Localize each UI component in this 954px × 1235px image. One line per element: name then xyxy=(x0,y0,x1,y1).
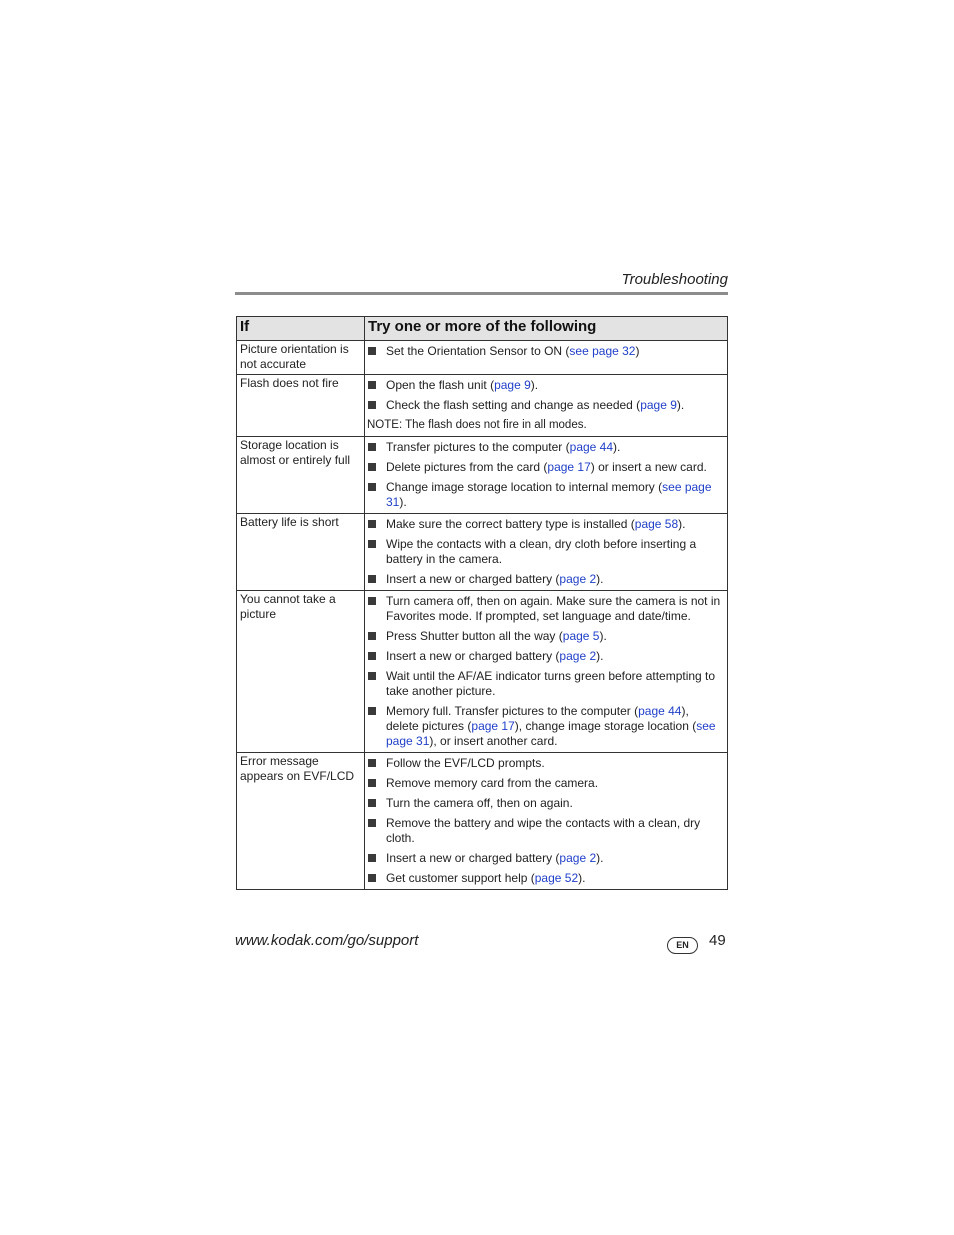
page-reference-link[interactable]: page 2 xyxy=(559,649,597,663)
action-item xyxy=(367,629,724,644)
action-item xyxy=(367,344,724,359)
square-bullet-icon xyxy=(368,381,376,389)
action-text: Follow the EVF/LCD prompts. xyxy=(386,756,545,770)
action-text: Change image storage location to internal memory ( xyxy=(386,480,663,494)
action-item xyxy=(367,704,724,749)
action-item xyxy=(367,378,724,393)
action-text: Turn the camera off, then on again. xyxy=(386,796,573,810)
action-text: ), change image storage location ( xyxy=(514,719,697,733)
action-text: ). xyxy=(399,495,407,509)
condition-cell: Flash does not fire xyxy=(237,375,365,437)
action-list xyxy=(367,344,724,359)
actions-cell xyxy=(365,514,728,591)
action-list xyxy=(367,756,724,886)
action-text: Insert a new or charged battery ( xyxy=(386,851,560,865)
page-reference-link[interactable]: see page 31 xyxy=(386,480,712,509)
action-list xyxy=(367,378,724,413)
action-text: ) xyxy=(635,344,640,358)
action-item xyxy=(367,480,724,510)
action-text: Transfer pictures to the computer ( xyxy=(386,440,570,454)
square-bullet-icon xyxy=(368,672,376,680)
square-bullet-icon xyxy=(368,854,376,862)
action-text: Make sure the correct battery type is installed ( xyxy=(386,517,635,531)
action-list xyxy=(367,594,724,749)
action-text: ), or insert another card. xyxy=(429,734,558,748)
action-text: Set the Orientation Sensor to ON ( xyxy=(386,344,570,358)
action-text: Remove the battery and wipe the contacts with a clean, dry cloth. xyxy=(386,816,701,845)
action-text: ). xyxy=(596,649,604,663)
action-item xyxy=(367,776,724,791)
square-bullet-icon xyxy=(368,652,376,660)
square-bullet-icon xyxy=(368,540,376,548)
page-number: 49 xyxy=(709,932,726,949)
page-reference-link[interactable]: page 9 xyxy=(494,378,531,392)
page-reference-link[interactable]: page 44 xyxy=(638,704,682,718)
action-item xyxy=(367,669,724,699)
condition-cell: You cannot take a picture xyxy=(237,591,365,753)
section-title: Troubleshooting xyxy=(621,271,728,288)
actions-cell xyxy=(365,753,728,890)
actions-cell xyxy=(365,591,728,753)
action-item xyxy=(367,572,724,587)
action-text: Press Shutter button all the way ( xyxy=(386,629,563,643)
table-row xyxy=(237,375,728,437)
condition-cell: Error message appears on EVF/LCD xyxy=(237,753,365,890)
column-header-try: Try one or more of the following xyxy=(365,317,728,341)
square-bullet-icon xyxy=(368,759,376,767)
actions-cell xyxy=(365,375,728,437)
action-text: Remove memory card from the camera. xyxy=(386,776,599,790)
condition-cell: Battery life is short xyxy=(237,514,365,591)
action-item xyxy=(367,816,724,846)
action-item xyxy=(367,796,724,811)
page-reference-link[interactable]: page 44 xyxy=(569,440,614,454)
page-reference-link[interactable]: see page 31 xyxy=(386,719,716,748)
action-item xyxy=(367,871,724,886)
square-bullet-icon xyxy=(368,443,376,451)
action-list xyxy=(367,440,724,510)
action-item xyxy=(367,398,724,413)
action-list xyxy=(367,517,724,587)
square-bullet-icon xyxy=(368,707,376,715)
page-reference-link[interactable]: page 2 xyxy=(559,572,597,586)
square-bullet-icon xyxy=(368,779,376,787)
support-url: www.kodak.com/go/support xyxy=(235,932,419,949)
action-text: ). xyxy=(596,572,604,586)
action-text: Wipe the contacts with a clean, dry cloth before inserting a battery in the camera. xyxy=(386,537,697,566)
action-item xyxy=(367,460,724,475)
action-item xyxy=(367,537,724,567)
square-bullet-icon xyxy=(368,520,376,528)
header-rule xyxy=(235,292,728,295)
table-header-row xyxy=(237,317,728,341)
action-text: ) or insert a new card. xyxy=(590,460,707,474)
action-item xyxy=(367,649,724,664)
action-text: ), delete pictures ( xyxy=(386,704,689,733)
action-text: Memory full. Transfer pictures to the computer ( xyxy=(386,704,639,718)
action-item xyxy=(367,594,724,624)
table-row xyxy=(237,514,728,591)
condition-cell: Picture orientation is not accurate xyxy=(237,341,365,375)
square-bullet-icon xyxy=(368,874,376,882)
square-bullet-icon xyxy=(368,463,376,471)
action-text: Open the flash unit ( xyxy=(386,378,495,392)
table-row xyxy=(237,753,728,890)
page-reference-link[interactable]: page 2 xyxy=(559,851,597,865)
action-text: ). xyxy=(578,871,586,885)
action-text: ). xyxy=(596,851,604,865)
action-text: Delete pictures from the card ( xyxy=(386,460,548,474)
square-bullet-icon xyxy=(368,597,376,605)
action-text: ). xyxy=(599,629,607,643)
action-text: Wait until the AF/AE indicator turns green before attempting to take another picture. xyxy=(386,669,716,698)
action-item xyxy=(367,756,724,771)
action-text: ). xyxy=(530,378,539,392)
condition-cell: Storage location is almost or entirely full xyxy=(237,437,365,514)
action-item xyxy=(367,440,724,455)
square-bullet-icon xyxy=(368,799,376,807)
actions-cell xyxy=(365,341,728,375)
square-bullet-icon xyxy=(368,575,376,583)
page-reference-link[interactable]: page 58 xyxy=(634,517,679,531)
language-badge: EN xyxy=(667,937,698,954)
page-reference-link[interactable]: page 17 xyxy=(547,460,591,474)
action-item xyxy=(367,517,724,532)
action-text: Insert a new or charged battery ( xyxy=(386,649,560,663)
page-reference-link[interactable]: page 9 xyxy=(640,398,677,412)
action-text: Insert a new or charged battery ( xyxy=(386,572,560,586)
square-bullet-icon xyxy=(368,632,376,640)
actions-cell xyxy=(365,437,728,514)
note-text: NOTE: The flash does not fire in all modes. xyxy=(367,419,587,431)
square-bullet-icon xyxy=(368,347,376,355)
table-row xyxy=(237,591,728,753)
action-text: ). xyxy=(676,398,685,412)
page-reference-link[interactable]: see page 32 xyxy=(569,344,636,358)
page-reference-link[interactable]: page 5 xyxy=(562,629,600,643)
troubleshooting-table xyxy=(236,316,728,890)
action-text: Check the flash setting and change as needed ( xyxy=(386,398,641,412)
column-header-if: If xyxy=(237,317,365,341)
table-row xyxy=(237,341,728,375)
square-bullet-icon xyxy=(368,401,376,409)
table-row xyxy=(237,437,728,514)
page-reference-link[interactable]: page 17 xyxy=(471,719,515,733)
action-text: Get customer support help ( xyxy=(386,871,535,885)
page-reference-link[interactable]: page 52 xyxy=(534,871,579,885)
square-bullet-icon xyxy=(368,483,376,491)
action-text: ). xyxy=(613,440,621,454)
action-text: Turn camera off, then on again. Make sure the camera is not in Favorites mode. If prompted, set language and date/time. xyxy=(386,594,721,623)
action-text: ). xyxy=(678,517,686,531)
square-bullet-icon xyxy=(368,819,376,827)
action-item xyxy=(367,851,724,866)
